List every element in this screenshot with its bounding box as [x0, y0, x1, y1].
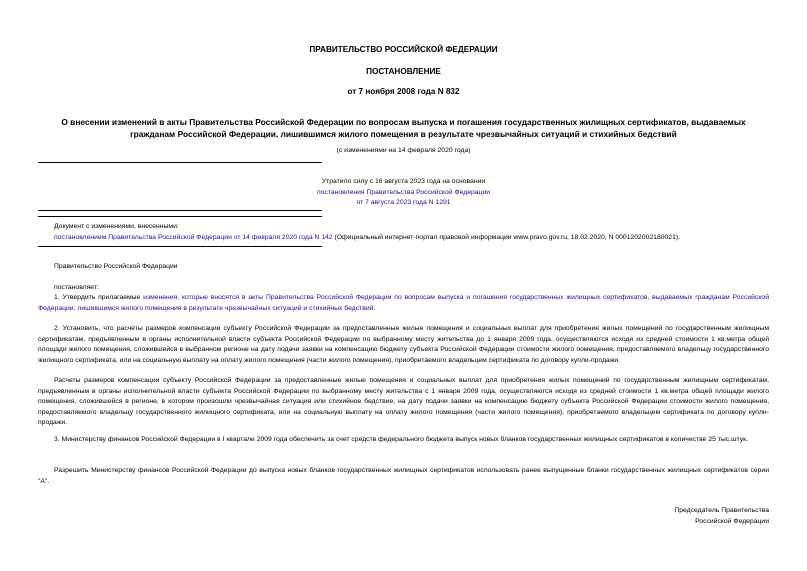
lost-force-link-date[interactable]: от 7 августа 2023 года N 1291 [356, 199, 451, 207]
signature-block [674, 506, 769, 528]
divider [38, 210, 322, 211]
changes-link[interactable]: постановлением Правительства Российской Федерации от 14 февраля 2020 года N 142 [54, 233, 333, 241]
divider [38, 162, 322, 163]
paragraph-4: 3. Министерству финансов Российской Федерации в I квартале 2009 года обеспечить за счет средств федерального бюджета выпуск новых бланков государственных жилищных сертификатов в количестве 25 тыс.штук. [54, 436, 748, 443]
paragraph-2: 2. Установить, что расчеты размеров компенсации субъекту Российской Федерации за предоставленные жилые помещения и социальных выплат для приобретения жилых помещений по государственным жилищным сертификатам, предъявленным в органы исполнительной власти субъекта Российской Федерации по выбранному месту жительства до 1 января 2009 года, осуществляются исходя из средней стоимости 1 кв.метра общей площади жилого помещения, сложившейся в выбранном регионе на дату подачи заявки на компенсацию бюджету субъекта Российской Федерации стоимости жилого помещения, предоставляемого владельцу государственного жилищного сертификата, или на социальную выплату на оплату жилого помещения (части жилого помещения), приобретаемого владельцем сертификата по договору купли-продажи. [38, 325, 769, 364]
government-line: Правительство Российской Федерации [54, 263, 178, 270]
date-number-heading: от 7 ноября 2008 года N 832 [347, 87, 460, 96]
paragraph-1-start: 1. Утвердить прилагаемые [54, 294, 144, 301]
government-heading: ПРАВИТЕЛЬСТВО РОССИЙСКОЙ ФЕДЕРАЦИИ [309, 45, 498, 54]
document-title: О внесении изменений в акты Правительства Российской Федерации по вопросам выпуска и погашения государственных жилищных сертификатов, выдаваемых гражданам Российской Федерации, лишившимся жилого помещения в результате чрезвычайных ситуаций и стихийных бедствий [61, 117, 746, 140]
paragraph-5: Разрешить Министерству финансов Российской Федерации до выпуска новых бланков государственных жилищных сертификатов использовать ранее выпущенные бланки государственных жилищных сертификатов серии "А". [38, 467, 769, 485]
signature-organization: Российской Федерации [695, 517, 769, 525]
lost-force-note [38, 177, 769, 209]
resolves-line: постановляет: [54, 284, 99, 291]
signature-position: Председатель Правительства [674, 507, 769, 514]
divider [38, 216, 322, 217]
edits-note: (с изменениями на 14 февраля 2020 года) [336, 147, 471, 154]
changes-lead: Документ с изменениями, внесенными: [54, 223, 179, 230]
paragraph-3: Расчеты размеров компенсации субъекту Российской Федерации за предоставленные жилые помещения и социальных выплат для приобретения жилых помещений по государственным жилищным сертификатам, предъявленным в органы исполнительной власти субъекта Российской Федерации по выбранному месту жительства с 1 января 2009 года, осуществляются исходя из средней стоимости 1 кв.метра общей площади жилого помещения, сложившейся в регионе, в котором произошли чрезвычайная ситуация или стихийное бедствие, на дату подачи заявки на компенсацию бюджету субъекта Российской Федерации стоимости жилого помещения, предоставляемого владельцу государственного жилищного сертификата, или на социальную выплату на оплату жилого помещения (части жилого помещения), приобретаемого владельцем сертификата по договору купли-продажи. [38, 377, 769, 427]
lost-force-link[interactable]: постановления Правительства Российской Федерации [316, 188, 491, 196]
paragraph-1-end: . [373, 304, 376, 312]
divider [38, 246, 322, 247]
changes-tail: (Официальный интернет-портал правовой информации www.pravo.gov.ru, 18.02.2020, N 0001202002180021). [332, 233, 680, 241]
document-type-heading: ПОСТАНОВЛЕНИЕ [366, 67, 441, 76]
amendments-link[interactable]: изменения, которые вносятся в акты Правительства Российской Федерации по вопросам выпуска и погашения государственных жилищных сертификатов, выдаваемых гражданам Российской Федерации, лишившимся жилого помещения в результате чрезвычайных ситуаций и стихийных бедствий [38, 294, 769, 312]
changes-note [54, 222, 769, 244]
changes-source [54, 233, 769, 244]
lost-force-text: Утратило силу с 16 августа 2023 года на основании [321, 178, 486, 185]
paragraph-1 [38, 293, 769, 314]
